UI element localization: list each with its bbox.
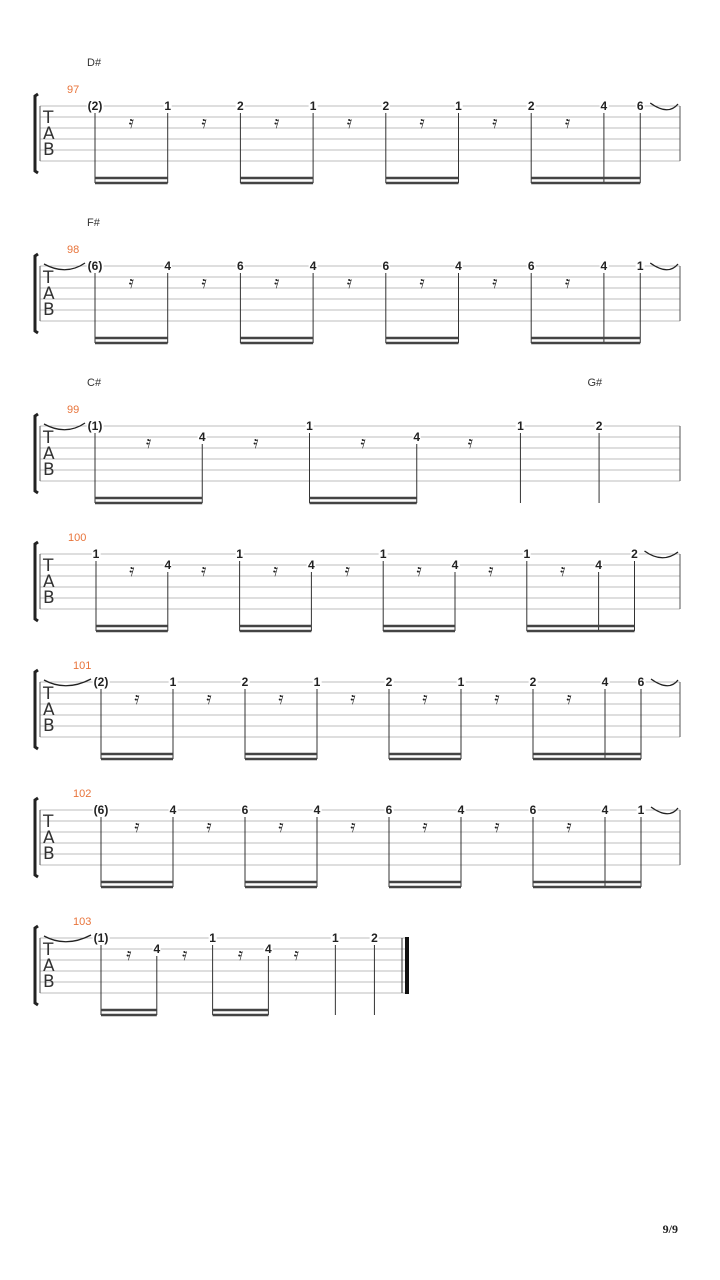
fret-number[interactable]: 2 <box>529 675 537 689</box>
sixteenth-rest: 𝄿 <box>182 945 188 965</box>
sixteenth-rest: 𝄿 <box>422 689 428 709</box>
sixteenth-rest: 𝄿 <box>126 945 132 965</box>
sixteenth-rest: 𝄿 <box>128 273 134 293</box>
tab-clef-letter: A <box>43 124 55 144</box>
fret-number[interactable]: 4 <box>169 803 177 817</box>
chord-name: G# <box>587 377 603 389</box>
sixteenth-rest: 𝄿 <box>566 689 572 709</box>
sixteenth-rest: 𝄿 <box>350 689 356 709</box>
sixteenth-rest: 𝄿 <box>360 433 366 453</box>
fret-number[interactable]: 4 <box>600 99 608 113</box>
fret-number[interactable]: 6 <box>636 99 644 113</box>
fret-number[interactable]: 1 <box>164 99 172 113</box>
fret-number[interactable]: (2) <box>87 99 103 113</box>
tab-clef-letter: T <box>43 812 54 832</box>
tab-clef-letter: A <box>43 444 55 464</box>
sixteenth-rest: 𝄿 <box>206 817 212 837</box>
fret-number[interactable]: 4 <box>600 259 608 273</box>
fret-number[interactable]: 2 <box>237 99 244 113</box>
sixteenth-rest: 𝄿 <box>419 273 425 293</box>
measure-number: 97 <box>67 84 80 96</box>
system-bracket <box>35 926 38 1005</box>
fret-number[interactable]: 4 <box>601 675 609 689</box>
sixteenth-rest: 𝄿 <box>566 817 572 837</box>
page-number: 9/9 <box>662 1222 678 1236</box>
tab-clef-letter: T <box>43 428 54 448</box>
fret-number[interactable]: 1 <box>455 99 462 113</box>
sixteenth-rest: 𝄿 <box>488 561 494 581</box>
fret-number[interactable]: 4 <box>153 942 161 956</box>
measure-number: 100 <box>68 532 87 544</box>
fret-number[interactable]: 4 <box>309 259 317 273</box>
sixteenth-rest: 𝄿 <box>272 561 279 581</box>
tab-clef-letter: A <box>43 828 55 848</box>
tab-clef-letter: B <box>43 972 55 992</box>
fret-number[interactable]: 4 <box>164 259 172 273</box>
fret-number[interactable]: 1 <box>309 99 317 113</box>
sixteenth-rest: 𝄿 <box>346 273 353 293</box>
fret-number[interactable]: 6 <box>527 259 535 273</box>
sixteenth-rest: 𝄿 <box>346 113 353 133</box>
fret-number[interactable]: 6 <box>237 259 244 273</box>
sixteenth-rest: 𝄿 <box>129 561 135 581</box>
fret-number[interactable]: 6 <box>241 803 249 817</box>
fret-number[interactable]: 1 <box>169 675 177 689</box>
tab-clef-letter: T <box>43 940 54 960</box>
tab-clef-letter: T <box>43 268 54 288</box>
sixteenth-rest: 𝄿 <box>274 113 280 133</box>
fret-number[interactable]: 4 <box>308 558 315 572</box>
fret-number[interactable]: (2) <box>93 675 109 689</box>
fret-number[interactable]: 1 <box>637 803 645 817</box>
fret-number[interactable]: 4 <box>457 803 465 817</box>
fret-number[interactable]: 1 <box>92 547 100 561</box>
measure-number: 99 <box>67 404 80 416</box>
fret-number[interactable]: 1 <box>209 931 216 945</box>
sixteenth-rest: 𝄿 <box>206 689 212 709</box>
sixteenth-rest: 𝄿 <box>350 817 356 837</box>
fret-number[interactable]: (6) <box>93 803 109 817</box>
sixteenth-rest: 𝄿 <box>422 817 428 837</box>
fret-number[interactable]: (6) <box>87 259 103 273</box>
sixteenth-rest: 𝄿 <box>419 113 425 133</box>
fret-number[interactable]: 2 <box>241 675 249 689</box>
tab-clef-letter: B <box>43 844 55 864</box>
fret-number[interactable]: 1 <box>236 547 243 561</box>
sixteenth-rest: 𝄿 <box>201 113 207 133</box>
fret-number[interactable]: 4 <box>601 803 609 817</box>
fret-number[interactable]: 2 <box>385 675 393 689</box>
fret-number[interactable]: 1 <box>636 259 644 273</box>
tab-clef-letter: T <box>43 108 54 128</box>
sixteenth-rest: 𝄿 <box>128 113 134 133</box>
fret-number[interactable]: (1) <box>87 419 103 433</box>
fret-number[interactable]: 6 <box>529 803 537 817</box>
sixteenth-rest: 𝄿 <box>134 689 140 709</box>
tab-clef-letter: A <box>43 700 55 720</box>
tab-clef-letter: T <box>43 684 54 704</box>
fret-number[interactable]: 4 <box>413 430 421 444</box>
sixteenth-rest: 𝄿 <box>201 273 207 293</box>
sixteenth-rest: 𝄿 <box>344 561 350 581</box>
sixteenth-rest: 𝄿 <box>278 817 284 837</box>
fret-number[interactable]: 2 <box>527 99 535 113</box>
fret-number[interactable]: 6 <box>637 675 645 689</box>
sixteenth-rest: 𝄿 <box>494 817 500 837</box>
fret-number[interactable]: 4 <box>164 558 172 572</box>
tab-clef-letter: A <box>43 956 55 976</box>
fret-number[interactable]: 4 <box>198 430 206 444</box>
fret-number[interactable]: 1 <box>313 675 321 689</box>
tab-clef-letter: B <box>43 588 55 608</box>
sixteenth-rest: 𝄿 <box>564 273 571 293</box>
measure-number: 103 <box>73 916 92 928</box>
fret-number[interactable]: 4 <box>313 803 321 817</box>
sixteenth-rest: 𝄿 <box>253 433 259 453</box>
sixteenth-rest: 𝄿 <box>201 561 207 581</box>
measure-number: 102 <box>73 788 92 800</box>
chord-name: C# <box>87 377 102 389</box>
tab-clef-letter: T <box>43 556 54 576</box>
fret-number[interactable]: 4 <box>265 942 272 956</box>
tab-clef-letter: B <box>43 460 55 480</box>
measure-number: 98 <box>67 244 80 256</box>
fret-number[interactable]: 4 <box>455 259 462 273</box>
fret-number[interactable]: 2 <box>382 99 390 113</box>
tab-clef-letter: A <box>43 284 55 304</box>
fret-number[interactable]: 1 <box>379 547 387 561</box>
sixteenth-rest: 𝄿 <box>416 561 422 581</box>
tab-clef-letter: B <box>43 140 55 160</box>
fret-number[interactable]: 4 <box>451 558 459 572</box>
fret-number[interactable]: 6 <box>385 803 393 817</box>
sixteenth-rest: 𝄿 <box>278 689 284 709</box>
tab-clef-letter: B <box>43 716 55 736</box>
fret-number[interactable]: 6 <box>382 259 390 273</box>
sixteenth-rest: 𝄿 <box>492 273 498 293</box>
sixteenth-rest: 𝄿 <box>494 689 500 709</box>
fret-number[interactable]: 1 <box>517 419 524 433</box>
tab-clef-letter: B <box>43 300 55 320</box>
fret-number[interactable]: 1 <box>523 547 531 561</box>
sixteenth-rest: 𝄿 <box>467 433 473 453</box>
sixteenth-rest: 𝄿 <box>146 433 152 453</box>
fret-number[interactable]: 1 <box>457 675 465 689</box>
fret-number[interactable]: (1) <box>93 931 109 945</box>
sixteenth-rest: 𝄿 <box>564 113 571 133</box>
sixteenth-rest: 𝄿 <box>274 273 280 293</box>
sixteenth-rest: 𝄿 <box>293 945 299 965</box>
fret-number[interactable]: 2 <box>595 419 603 433</box>
fret-number[interactable]: 1 <box>306 419 313 433</box>
fret-number[interactable]: 4 <box>595 558 602 572</box>
measure-number: 101 <box>73 660 92 672</box>
fret-number[interactable]: 1 <box>332 931 339 945</box>
sixteenth-rest: 𝄿 <box>492 113 498 133</box>
sixteenth-rest: 𝄿 <box>134 817 140 837</box>
fret-number[interactable]: 2 <box>631 547 638 561</box>
fret-number[interactable]: 2 <box>371 931 378 945</box>
sixteenth-rest: 𝄿 <box>237 945 244 965</box>
sixteenth-rest: 𝄿 <box>560 561 566 581</box>
chord-name: D# <box>87 57 102 69</box>
chord-name: F# <box>87 217 100 229</box>
tab-clef-letter: A <box>43 572 55 592</box>
